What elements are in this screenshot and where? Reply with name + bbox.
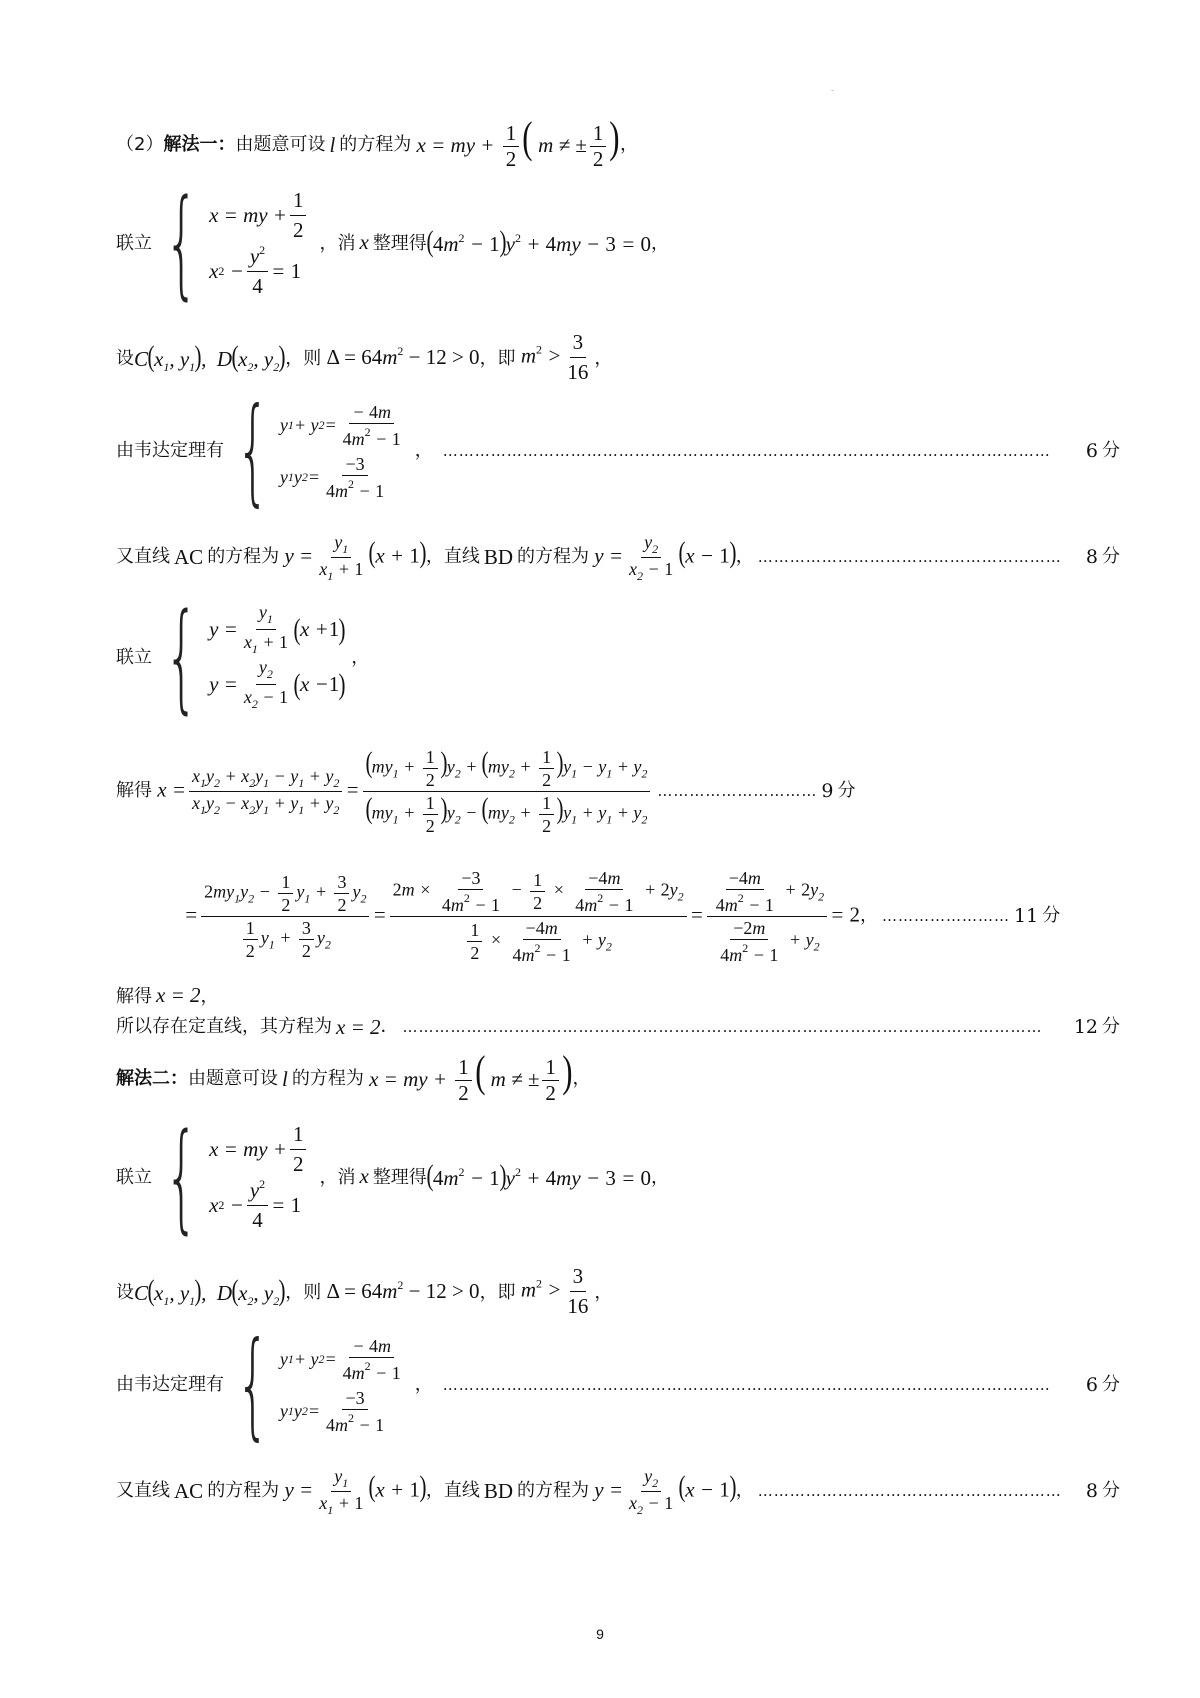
score-6-method2: 6 [1085,1373,1098,1396]
vieta-line-1: 由韦达定理有 { y 1 + y 2 = $\frac{- 4m}{4m^2 - 1}$ y 1 y 2 = $\frac{-3}{4m^2 - 1}$ ， …………………………………………………………………………………………………… 6 分 [116,382,1120,518]
method1-label: 解法一： [163,134,236,155]
discriminant: $\Delta = 64m^2 - 12 > 0$ [321,344,480,369]
eliminate-text: ，消 [319,233,356,254]
equation-of-text: 的方程为 [339,134,412,155]
system-hyperbola: x = my + $\frac{1}{2}$ x 2 − $\frac{y^2}{4}$ = 1 [209,188,309,296]
m-squared-condition: $m^2$ > $\frac{3}{16}$ [515,329,589,384]
lines-system: 联立 { y = $\frac{y_1}{x_1 + 1}$ ( x + 1 ) y = $\frac{y_2}{x_2 - 1}$ ( x − 1 ) ， [116,586,370,725]
line-bd-equation: y = $\frac{y_2}{x_2 - 1}$ (x − 1) [589,531,737,583]
simplify-line: = $2my_1y_2$ − $\frac{1}{2}$ $y_1$ + $\frac{3}{2}$ $y_2$ $\frac{1}{2}$ $y_1$ + $\frac{3}{2}$ $y_2$ = 2m × $\frac{-3}{4m^2 - 1}$ − $\frac{1}{2}$ × $\frac{-4m}{4m^2 - 1}$ + $2y_2$ $\frac{1}{2}$ × $\frac{-4m}{4m^2 - 1}$ + $y_2$ = $\frac{-4m}{4m^2 - 1}$ + $2y_2$ $\frac{-2m}{4m^2 - 1}$ + $y_2$ = 2 ， …………………… 11 分 [184,867,1061,965]
result-value: 2 [849,901,860,926]
points-cd: $C(x_1$, $y_1$), $D(x_2$, $y_2$) [134,339,286,374]
system-line-2: 联立 { x = my + $\frac{1}{2}$ x 2 − $\frac{y^2}{4}$ = 1 ，消 x 整理得 $(4m^2 - 1)y^2 + 4my - 3 = 0$ ， [116,1106,669,1245]
method2-setup-line: 解法二： 由题意可设 l 的方程为 x = my + $\frac{1}{2}$ ( m ≠ ± $\frac{1}{2}$ ) ， [116,1046,591,1106]
conclusion-line: 所以存在定直线，其方程为 x = 2 ． ………………………………………………………………………………………………………… 12 分 [116,1014,1120,1039]
x-fraction-step1: x = $\frac{x_1y_2 + x_2y_1 - y_1 + y_2}{x_1y_2 - x_2y_1 + y_1 + y_2}$ = ($my_1$ + $\frac{1}{2}$ )$y_2 + (my_2$ + $\frac{1}{2}$ )$y_1 - y_1 + y_2$ ($my_1$ + $\frac{1}{2}$ )$y_2 - (my_2$ + $\frac{1}{2}$ )$y_1 + y_1 + y_2$ [152,748,653,835]
line-l-symbol: l [329,132,336,157]
score-8: 8 [1085,545,1098,568]
conclusion-text: 所以存在定直线，其方程为 [116,1016,332,1037]
system-line-1: 联立 { x = my + $\frac{1}{2}$ x 2 − $\frac{y^2}{4}$ = 1 ，消 x 整理得 $(4m^2 - 1)y^2 + 4my - 3 = 0$ ， [116,172,669,311]
assume-text: 由题意可设 [235,134,326,155]
score-12: 12 [1073,1015,1098,1038]
solve-x-line: 解得 x = $\frac{x_1y_2 + x_2y_1 - y_1 + y_2}{x_1y_2 - x_2y_1 + y_1 + y_2}$ = ($my_1$ + $\frac{1}{2}$ )$y_2 + (my_2$ + $\frac{1}{2}$ )$y_1 - y_1 + y_2$ ($my_1$ + $\frac{1}{2}$ )$y_2 - (my_2$ + $\frac{1}{2}$ )$y_1 + y_1 + y_2$ ………………………… 9 分 [116,746,856,836]
vieta-label: 由韦达定理有 [116,440,224,461]
score-9: 9 [821,779,834,802]
line-ac-equation: y = $\frac{y_1}{x_1 + 1}$ (x + 1) [279,531,427,583]
score-6: 6 [1085,439,1098,462]
lines-ac-bd-1: 又直线 AC 的方程为 y = $\frac{y_1}{x_1 + 1}$ (x + 1) ，直线 BD 的方程为 y = $\frac{y_2}{x_2 - 1}$ (x − 1) ， ………………………………………………… 8 分 [116,531,1120,583]
method2-label: 解法二： [116,1068,188,1089]
lianli-label: 联立 [116,233,152,254]
method1-setup-line: （2） 解法一： 由题意可设 l 的方程为 x = my + $\frac{1}{2}$ ( m ≠ ± $\frac{1}{2}$ ) ， [116,112,638,172]
part-label: （2） [116,134,164,155]
score-11: 11 [1014,904,1039,927]
vieta-system: y 1 + y 2 = $\frac{- 4m}{4m^2 - 1}$ y 1 y 2 = $\frac{-3}{4m^2 - 1}$ [279,401,401,501]
discriminant-line-1: 设 $C(x_1$, $y_1$), $D(x_2$, $y_2$) ，则 $\Delta = 64m^2 - 12 > 0$ ，即 $m^2$ > $\frac{3}{16}$ ， [116,329,613,384]
page-number: 9 [596,1626,604,1642]
solve-result-line: 解得 x = 2 ， [116,982,219,1007]
line-l-equation: x = my + $\frac{1}{2}$ ( m ≠ ± $\frac{1}{2}$ ) [411,112,620,172]
score-8-method2: 8 [1085,1479,1098,1502]
discriminant-line-2: 设 $C(x_1$, $y_1$), $D(x_2$, $y_2$) ，则 $\Delta = 64m^2 - 12 > 0$ ，即 $m^2$ > $\frac{3}{16}$ ， [116,1263,613,1318]
x-fraction-step2: = $2my_1y_2$ − $\frac{1}{2}$ $y_1$ + $\frac{3}{2}$ $y_2$ $\frac{1}{2}$ $y_1$ + $\frac{3}{2}$ $y_2$ = 2m × $\frac{-3}{4m^2 - 1}$ − $\frac{1}{2}$ × $\frac{-4m}{4m^2 - 1}$ + $2y_2$ $\frac{1}{2}$ × $\frac{-4m}{4m^2 - 1}$ + $y_2$ = $\frac{-4m}{4m^2 - 1}$ + $2y_2$ $\frac{-2m}{4m^2 - 1}$ + $y_2$ = 2 [184,867,860,965]
quadratic-equation: $(4m^2 - 1)y^2 + 4my - 3 = 0$ [426,225,651,258]
vieta-line-2: 由韦达定理有 { y 1 + y 2 = $\frac{- 4m}{4m^2 - 1}$ y 1 y 2 = $\frac{-3}{4m^2 - 1}$ ， …………………………………………………………………………………………………… 6 分 [116,1316,1120,1452]
scan-speck: - [831,86,835,96]
lines-ac-bd-2: 又直线 AC 的方程为 y = $\frac{y_1}{x_1 + 1}$ (x + 1) ，直线 BD 的方程为 y = $\frac{y_2}{x_2 - 1}$ (x − 1) ， ………………………………………………… 8 分 [116,1465,1120,1517]
